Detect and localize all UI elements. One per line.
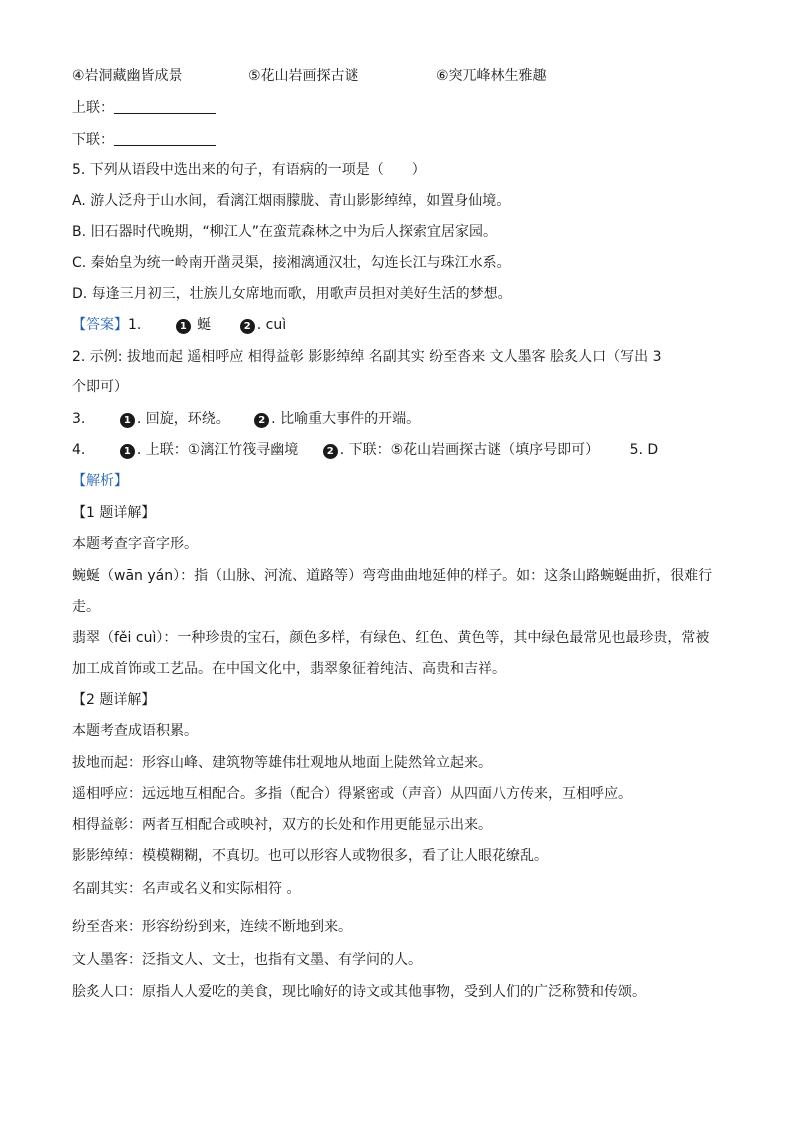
idiom-6: 纷至沓来：形容纷纷到来，连续不断地到来。	[72, 919, 352, 935]
option-6: ⑥突兀峰林生雅趣	[436, 68, 547, 84]
answer-2-continued: 个即可）	[72, 379, 128, 395]
circled-number-icon: 1	[120, 444, 135, 459]
idiom-3: 相得益彰：两者互相配合或映衬，双方的长处和作用更能显示出来。	[72, 817, 492, 833]
answer-5: 5. D	[629, 442, 659, 458]
answer-4-part-2: . 下联：⑤花山岩画探古谜（填序号即可）	[339, 442, 600, 458]
question-5-stem: 5. 下列从语段中选出来的句子，有语病的一项是（ ）	[72, 162, 426, 178]
detail-1-intro: 本题考查字音字形。	[72, 536, 198, 552]
answer-line-1	[72, 315, 286, 335]
answer-tag: 【答案】	[72, 317, 128, 333]
upper-couplet-blank[interactable]	[114, 99, 216, 114]
answer-1-part-1: 蜒	[197, 317, 212, 333]
circled-number-icon: 1	[176, 319, 191, 334]
option-4: ④岩洞藏幽皆成景	[72, 68, 183, 84]
idiom-8: 脍炙人口：原指人人爱吃的美食，现比喻好的诗文或其他事物，受到人们的广泛称赞和传颂。	[72, 984, 646, 1000]
detail-2-title: 【2 题详解】	[72, 692, 156, 708]
idiom-7: 文人墨客：泛指文人、文士，也指有文墨、有学问的人。	[72, 952, 422, 968]
answer-1-number: 1.	[128, 317, 142, 333]
circled-number-icon: 2	[240, 319, 255, 334]
detail-1-word-a-continued: 走。	[72, 599, 100, 615]
upper-couplet-line	[72, 98, 216, 118]
detail-1-word-a: 蜿蜒（wān yán）：指（山脉、河流、道路等）弯弯曲曲地延伸的样子。如：这条山路蜿蜒曲折，很难行	[72, 568, 713, 584]
idiom-2: 遥相呼应：远远地互相配合。多指（配合）得紧密或（声音）从四面八方传来，互相呼应。	[72, 786, 632, 802]
idiom-5: 名副其实：名声或名义和实际相符 。	[72, 881, 301, 897]
answer-line-3	[72, 409, 420, 429]
detail-2-intro: 本题考查成语积累。	[72, 723, 198, 739]
answer-line-4	[72, 440, 658, 460]
idiom-1: 拔地而起：形容山峰、建筑物等雄伟壮观地从地面上陡然耸立起来。	[72, 755, 492, 771]
analysis-tag: 【解析】	[72, 473, 128, 489]
question-5-option-a: A. 游人泛舟于山水间，看漓江烟雨朦胧、青山影影绰绰，如置身仙境。	[72, 193, 511, 209]
circled-number-icon: 2	[323, 444, 338, 459]
answer-2: 2. 示例: 拔地而起 遥相呼应 相得益彰 影影绰绰 名副其实 纷至沓来 文人墨客 脍炙人口（写出 3	[72, 349, 662, 365]
answer-1-part-2: . cuì	[256, 317, 287, 333]
question-5-option-b: B. 旧石器时代晚期，“柳江人”在蛮荒森林之中为后人探索宜居家园。	[72, 224, 498, 240]
option-5: ⑤花山岩画探古谜	[248, 68, 359, 84]
detail-1-title: 【1 题详解】	[72, 505, 156, 521]
idiom-4: 影影绰绰：模模糊糊，不真切。也可以形容人或物很多，看了让人眼花缭乱。	[72, 848, 548, 864]
lower-couplet-line	[72, 130, 216, 150]
question-5-option-c: C. 秦始皇为统一岭南开凿灵渠，接湘漓通汉壮，勾连长江与珠江水系。	[72, 255, 511, 271]
circled-number-icon: 1	[120, 413, 135, 428]
answer-3-number: 3.	[72, 411, 86, 427]
detail-1-word-b-continued: 加工成首饰或工艺品。在中国文化中，翡翠象征着纯洁、高贵和吉祥。	[72, 661, 506, 677]
lower-couplet-blank[interactable]	[114, 131, 216, 146]
answer-4-part-1: . 上联：①漓江竹筏寻幽境	[136, 442, 299, 458]
question-5-option-d: D. 每逢三月初三，壮族儿女席地而歌，用歌声员担对美好生活的梦想。	[72, 286, 512, 302]
detail-1-word-b: 翡翠（fěi cuì）：一种珍贵的宝石，颜色多样，有绿色、红色、黄色等，其中绿色最常见也最珍贵，常被	[72, 630, 710, 646]
answer-3-part-2: . 比喻重大事件的开端。	[271, 411, 421, 427]
answer-3-part-1: . 回旋，环绕。	[136, 411, 230, 427]
lower-couplet-label: 下联：	[72, 132, 114, 148]
answer-4-number: 4.	[72, 442, 86, 458]
circled-number-icon: 2	[254, 413, 269, 428]
upper-couplet-label: 上联：	[72, 100, 114, 116]
